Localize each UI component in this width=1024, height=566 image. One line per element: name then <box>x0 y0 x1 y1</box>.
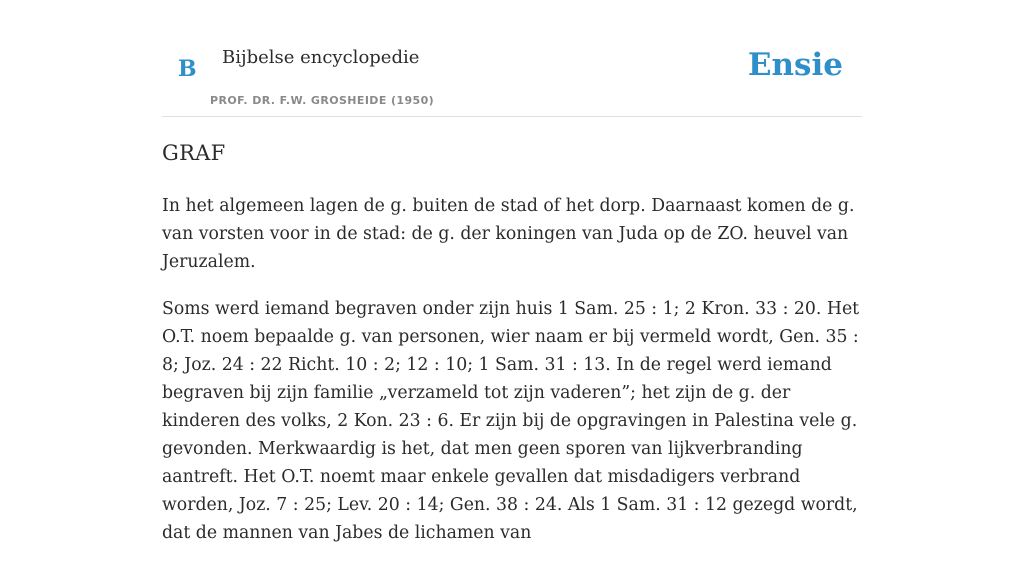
book-title-link[interactable]: Bijbelse encyclopedie <box>222 47 420 68</box>
book-logo-icon[interactable]: B <box>178 56 197 82</box>
book-author: PROF. DR. F.W. GROSHEIDE (1950) <box>210 94 435 107</box>
book-header <box>162 0 862 117</box>
entry-paragraph: In het algemeen lagen de g. buiten de stad of het dorp. Daarnaast komen de g. van vorsten voor in de stad: de g. der koningen van Juda op de ZO. heuvel van Jeruzalem. <box>162 196 855 272</box>
entry-title: GRAF <box>162 141 226 165</box>
entry-paragraph: Soms werd iemand begraven onder zijn huis 1 Sam. 25 : 1; 2 Kron. 33 : 20. Het O.T. noem bepaalde g. van personen, wier naam er bij vermeld wordt, Gen. 35 : 8; Joz. 24 : 22 Richt. 10 : 2; 12 : 10; 1 Sam. 31 : 13. In de regel werd iemand begraven bij zijn familie „verzameld tot zijn vaderen”; het zijn de g. der kinderen des volks, 2 Kon. 23 : 6. Er zijn bij de opgravingen in Palestina vele g. gevonden. Merkwaardig is het, dat men geen sporen van lijkverbranding aantreft. Het O.T. noemt maar enkele gevallen dat misdadigers verbrand worden, Joz. 7 : 25; Lev. 20 : 14; Gen. 38 : 24. Als 1 Sam. 31 : 12 gezegd wordt, dat de mannen van Jabes de lichamen van <box>162 299 860 543</box>
ensie-logo-link[interactable]: Ensie <box>747 47 843 83</box>
entry-content <box>162 192 862 566</box>
